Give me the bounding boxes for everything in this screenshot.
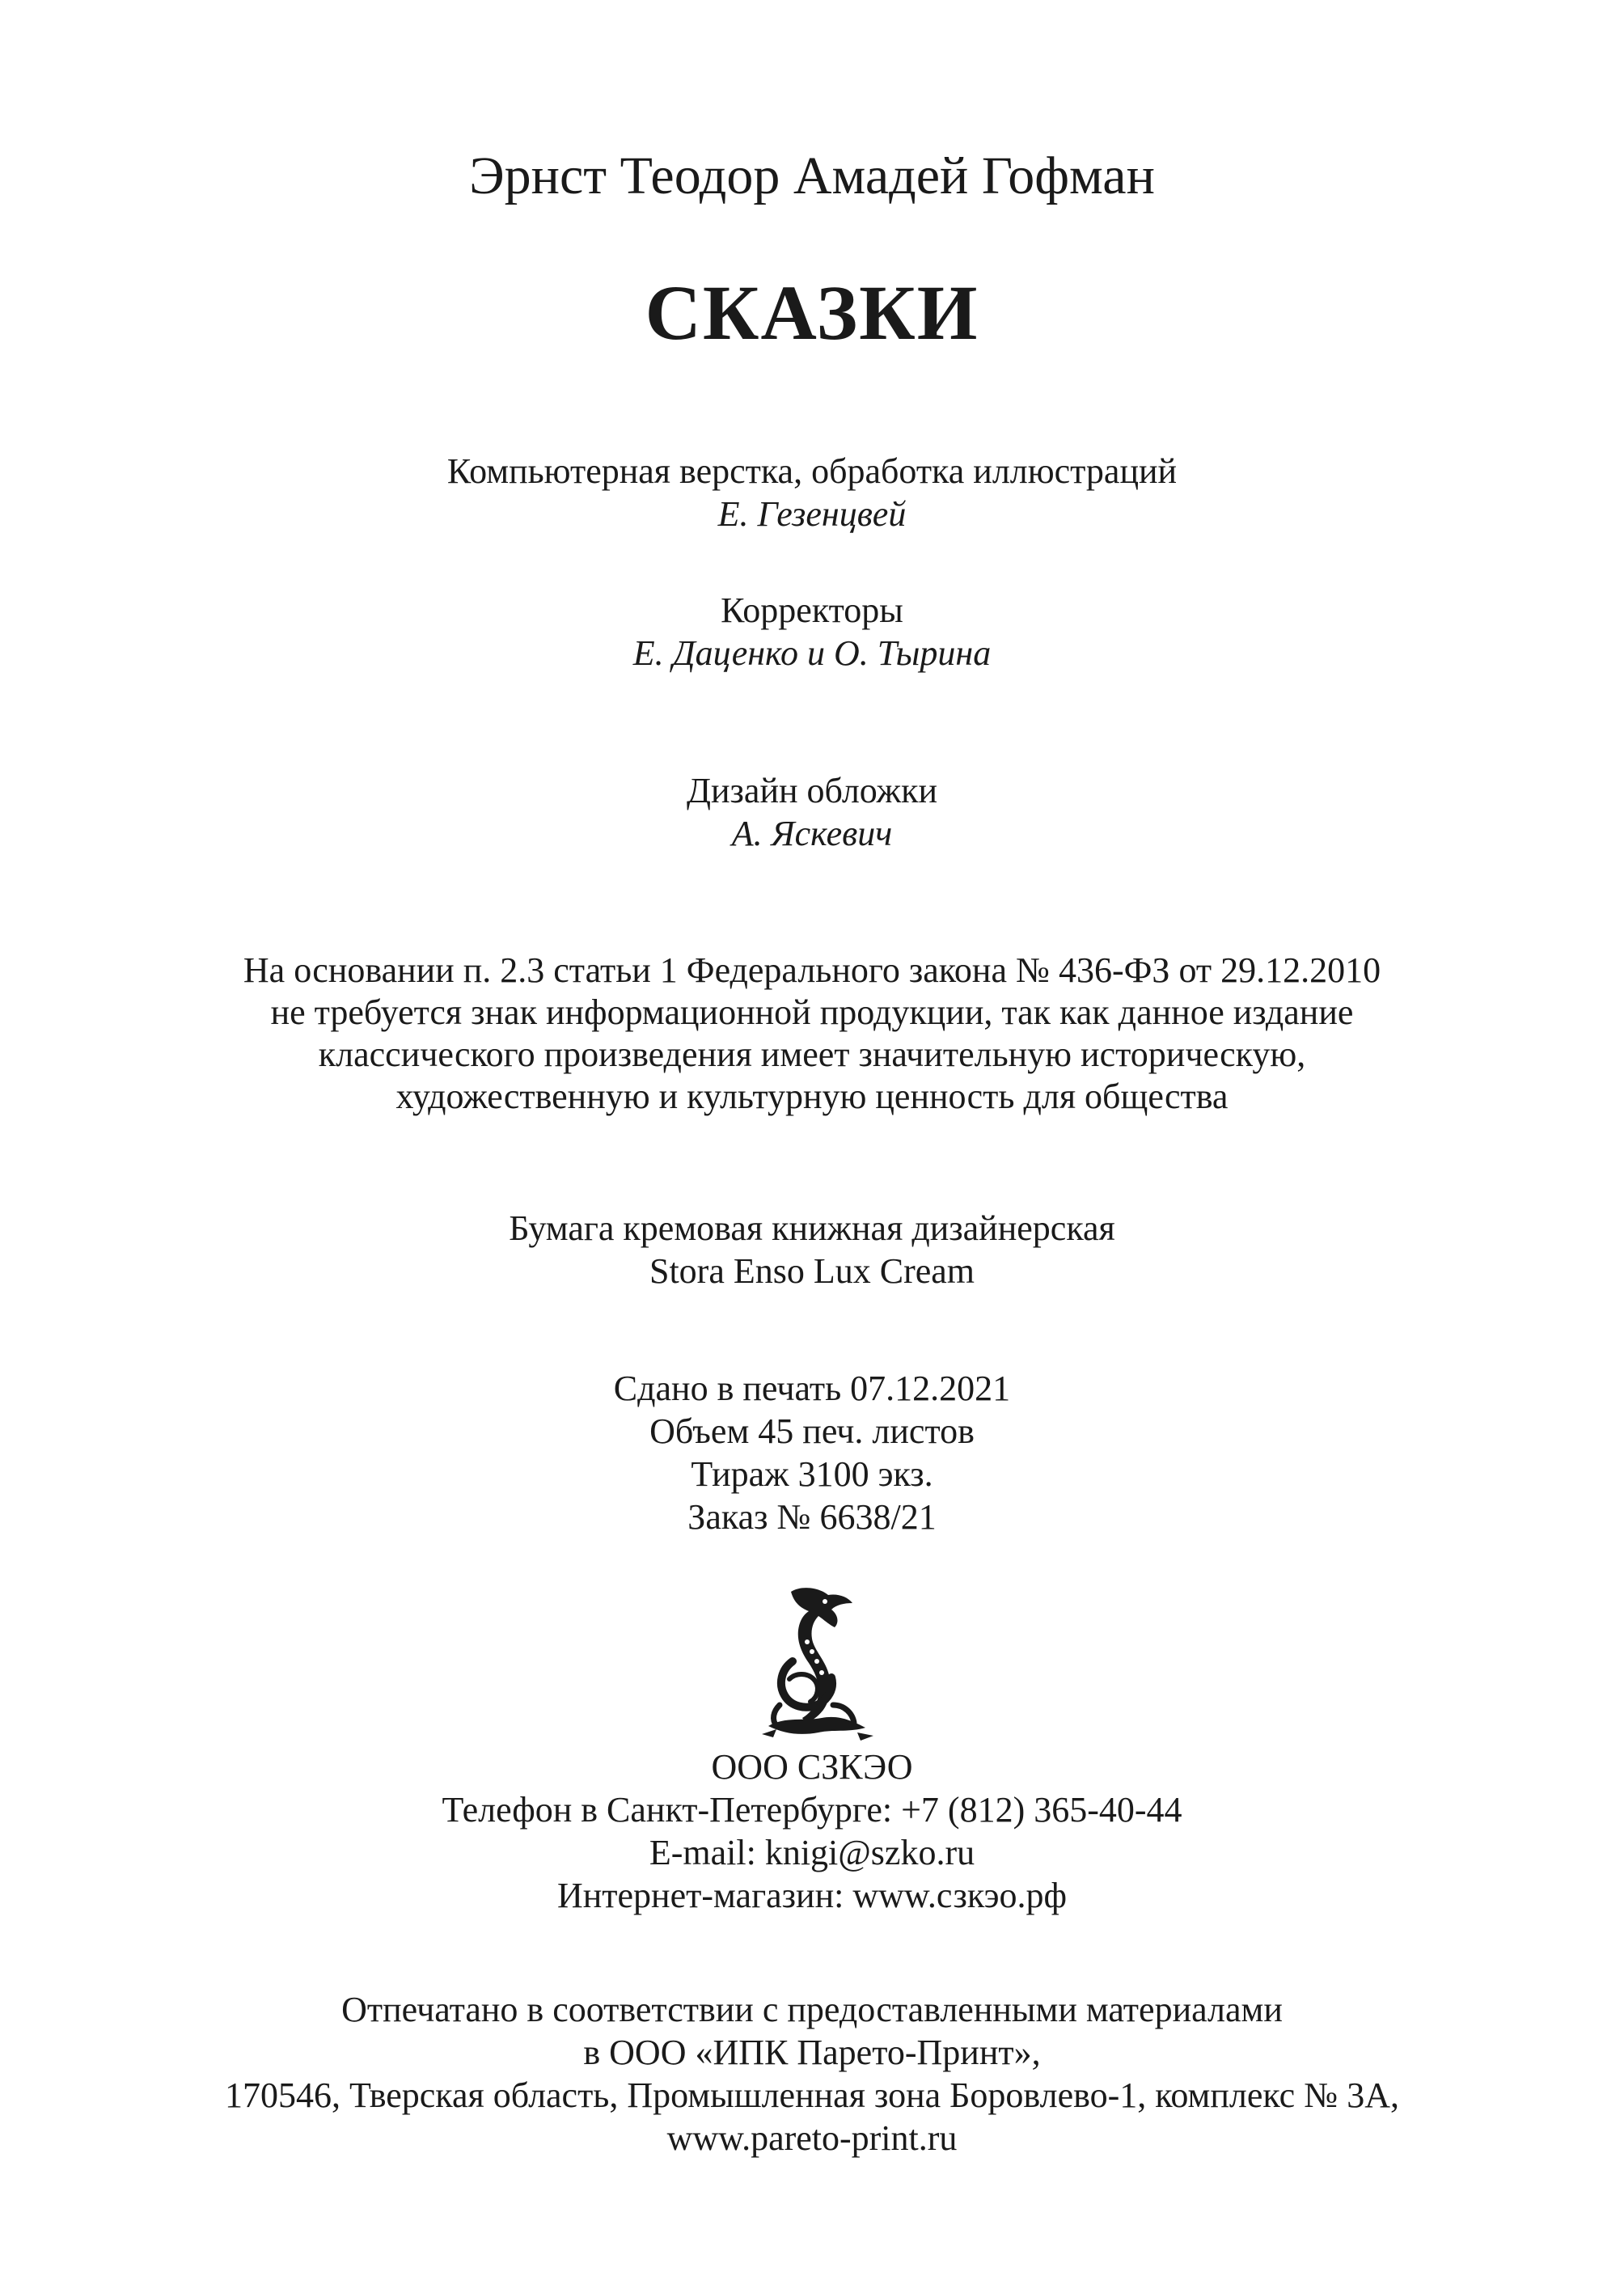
author-name: Эрнст Теодор Амадей Гофман (469, 146, 1155, 205)
legal-notice-line: не требуется знак информационной продукции, так как данное издание (270, 992, 1354, 1032)
printer-info (0, 1988, 1624, 2160)
publisher-email: E-mail: knigi@szko.ru (649, 1833, 975, 1872)
layout-credit (0, 450, 1624, 535)
cover-design-credit (0, 769, 1624, 855)
proofreaders-credit (0, 589, 1624, 675)
paper-brand: Stora Enso Lux Cream (649, 1251, 975, 1291)
publisher-info (0, 1745, 1624, 1917)
print-data (0, 1367, 1624, 1538)
legal-notice-line: художественную и культурную ценность для общества (395, 1077, 1229, 1116)
publisher-phone: Телефон в Санкт-Петербурге: +7 (812) 365-40-44 (442, 1790, 1182, 1830)
cover-design-person: А. Яскевич (731, 814, 893, 853)
print-volume: Объем 45 печ. листов (649, 1411, 975, 1451)
publisher-name: ООО СЗКЭО (711, 1747, 913, 1787)
proofreaders-role: Корректоры (721, 590, 903, 630)
paper-info (0, 1207, 1624, 1292)
layout-role: Компьютерная верстка, обработка иллюстраций (446, 451, 1178, 491)
printer-line: Отпечатано в соответствии с предоставленными материалами (341, 1990, 1283, 2029)
layout-person: Е. Гезенцвей (717, 494, 907, 534)
print-date: Сдано в печать 07.12.2021 (613, 1369, 1011, 1408)
proofreaders-person: Е. Даценко и О. Тырина (632, 633, 992, 673)
print-order: Заказ № 6638/21 (687, 1497, 937, 1537)
printer-website: www.pareto-print.ru (666, 2118, 958, 2158)
dragon-logo-icon (744, 1584, 882, 1745)
legal-notice (0, 950, 1624, 1118)
printer-address: 170546, Тверская область, Промышленная зона Боровлево-1, комплекс № 3А, (225, 2075, 1399, 2115)
book-title: СКАЗКИ (645, 269, 979, 356)
publisher-website: Интернет-магазин: www.сзкэо.рф (556, 1876, 1068, 1915)
legal-notice-line: классического произведения имеет значительную историческую, (318, 1034, 1306, 1074)
legal-notice-line: На основании п. 2.3 статьи 1 Федерального закона № 436-ФЗ от 29.12.2010 (243, 950, 1381, 990)
cover-design-role: Дизайн обложки (686, 771, 938, 810)
print-run: Тираж 3100 экз. (691, 1454, 933, 1494)
printer-line: в ООО «ИПК Парето-Принт», (583, 2033, 1041, 2072)
paper-type: Бумага кремовая книжная дизайнерская (509, 1208, 1115, 1248)
